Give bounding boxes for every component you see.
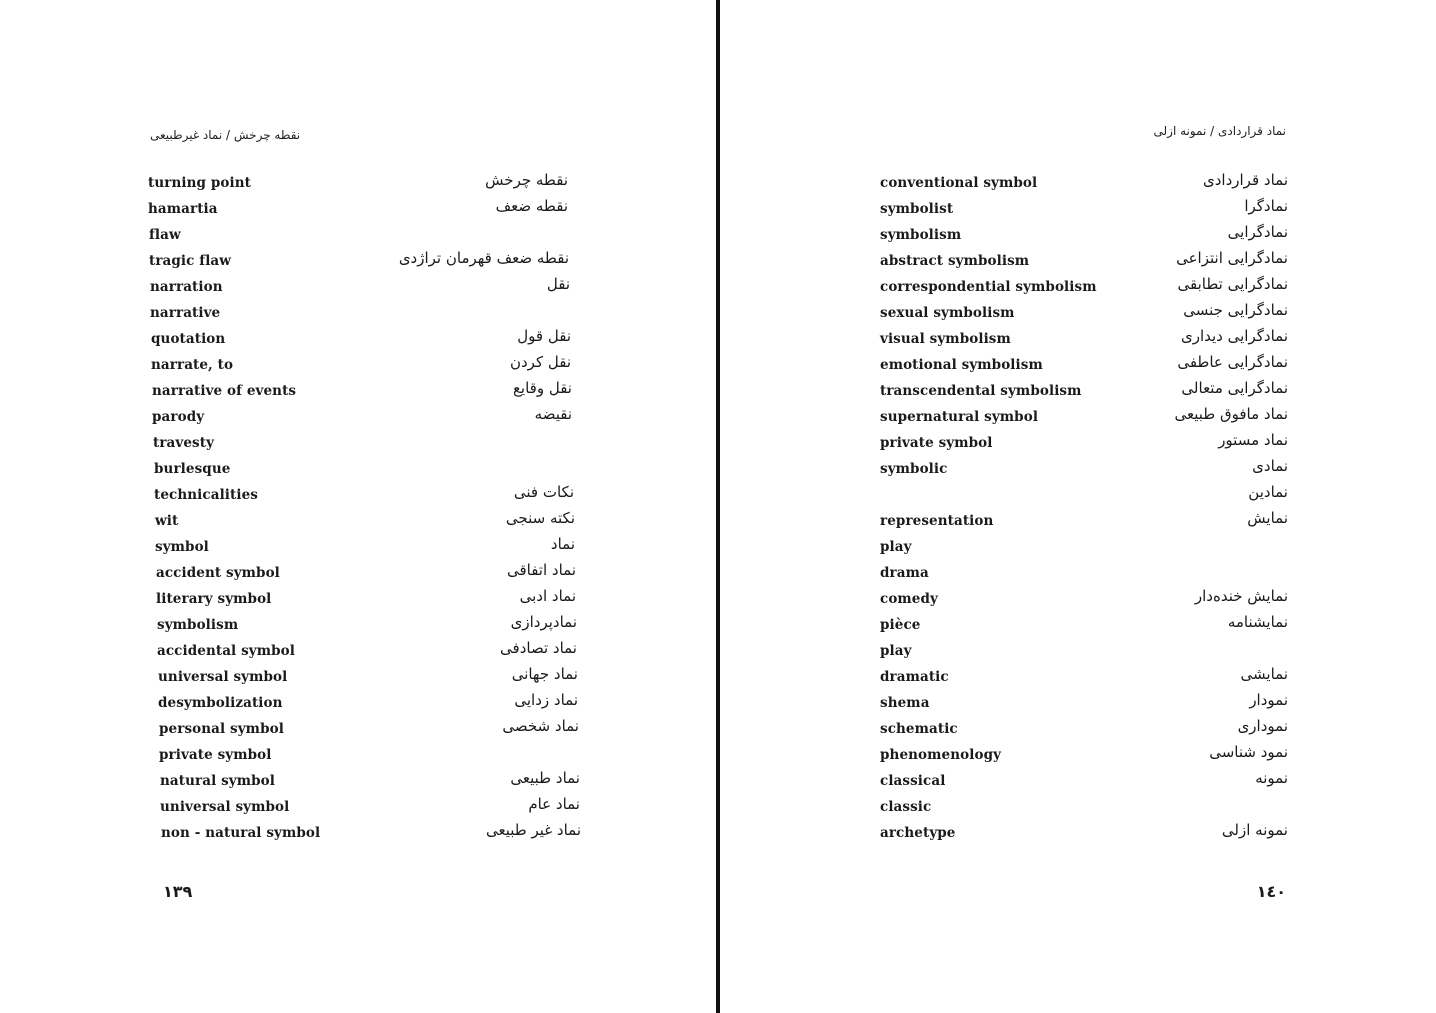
persian-term: نمادگرایی دیداری <box>1180 327 1288 345</box>
persian-term: نقیضه <box>534 405 572 423</box>
persian-term: نموداری <box>1237 717 1288 735</box>
persian-term: نماد عام <box>528 795 580 813</box>
glossary-entry <box>880 378 1288 404</box>
persian-term: نمایش خنده‌دار <box>1194 587 1288 605</box>
persian-term: نمادین <box>1248 483 1288 501</box>
persian-term: نقل <box>546 275 570 293</box>
english-term: transcendental symbolism <box>880 383 1082 399</box>
glossary-entry <box>880 274 1288 300</box>
persian-term: نمادگرایی متعالی <box>1181 379 1288 397</box>
glossary-entry <box>880 794 1288 820</box>
glossary-entry <box>148 664 578 690</box>
glossary-entry <box>148 820 581 846</box>
english-term: symbolism <box>880 227 962 243</box>
glossary-entry <box>880 534 1288 560</box>
glossary-entry <box>880 586 1288 612</box>
persian-term: نقطه چرخش <box>485 171 568 189</box>
english-term: symbol <box>155 539 209 555</box>
persian-term: نمایشنامه <box>1227 613 1288 631</box>
glossary-entry <box>148 768 580 794</box>
english-term: narrate, to <box>151 357 234 373</box>
glossary-entry <box>880 482 1288 508</box>
english-term: parody <box>152 409 205 425</box>
persian-term: نمادگرایی جنسی <box>1183 301 1288 319</box>
glossary-entry <box>880 612 1288 638</box>
persian-term: نمایشی <box>1240 665 1288 683</box>
english-term: classic <box>880 799 932 815</box>
persian-term: نمادگرا <box>1244 197 1288 215</box>
glossary-entry <box>880 248 1288 274</box>
persian-term: نماد قراردادی <box>1203 171 1288 189</box>
persian-term: نمادگرایی انتزاعی <box>1176 249 1288 267</box>
persian-term: نمود شناسی <box>1209 743 1288 761</box>
glossary-entry <box>880 222 1288 248</box>
glossary-entry <box>880 820 1288 846</box>
glossary-entry <box>880 508 1288 534</box>
english-term: technicalities <box>154 487 258 503</box>
english-term: tragic flaw <box>149 253 231 269</box>
persian-term: نمادی <box>1252 457 1288 475</box>
english-term: symbolic <box>880 461 948 477</box>
english-term: private symbol <box>880 435 993 451</box>
persian-term: نقل وقایع <box>512 379 572 397</box>
glossary-entry <box>880 300 1288 326</box>
glossary-entry <box>148 274 568 300</box>
english-term: classical <box>880 773 946 789</box>
english-term: natural symbol <box>160 773 276 789</box>
glossary-entry <box>148 716 579 742</box>
glossary-entry <box>880 664 1288 690</box>
english-term: desymbolization <box>158 695 283 711</box>
glossary-entry <box>880 404 1288 430</box>
persian-term: نکته سنجی <box>505 509 575 527</box>
persian-term: نقطه ضعف <box>495 197 568 215</box>
english-term: phenomenology <box>880 747 1002 763</box>
glossary-entry <box>880 196 1288 222</box>
english-term: turning point <box>148 175 251 191</box>
english-term: private symbol <box>159 747 272 763</box>
english-term: personal symbol <box>159 721 284 737</box>
persian-term: نقطه ضعف قهرمان تراژدی <box>398 249 569 267</box>
glossary-entry <box>148 248 568 274</box>
glossary-entry <box>148 430 568 456</box>
english-term: play <box>880 539 912 555</box>
persian-term: نمادگرایی عاطفی <box>1177 353 1288 371</box>
english-term: flaw <box>149 227 181 243</box>
glossary-entry <box>148 586 576 612</box>
persian-term: نکات فنی <box>513 483 574 501</box>
glossary-entry <box>880 456 1288 482</box>
glossary-entry <box>148 638 577 664</box>
glossary-entry <box>148 196 568 222</box>
english-term: pièce <box>880 617 921 633</box>
persian-term: نماد تصادفی <box>500 639 577 657</box>
english-term: narration <box>150 279 223 295</box>
english-term: literary symbol <box>156 591 272 607</box>
english-term: play <box>880 643 912 659</box>
persian-term: نمودار <box>1249 691 1288 709</box>
glossary-list <box>148 170 581 846</box>
persian-term: نماد اتفاقی <box>506 561 576 579</box>
english-term: non - natural symbol <box>161 825 321 841</box>
persian-term: نماد شخصی <box>502 717 579 735</box>
english-term: schematic <box>880 721 958 737</box>
glossary-entry <box>148 456 568 482</box>
english-term: emotional symbolism <box>880 357 1043 373</box>
persian-term: نمایش <box>1247 509 1288 527</box>
persian-term: نمادگرایی تطابقی <box>1177 275 1288 293</box>
english-term: abstract symbolism <box>880 253 1030 269</box>
english-term: drama <box>880 565 929 581</box>
glossary-entry <box>148 404 572 430</box>
glossary-entry <box>880 716 1288 742</box>
glossary-entry <box>880 742 1288 768</box>
glossary-entry <box>148 222 568 248</box>
english-term: shema <box>880 695 930 711</box>
english-term: representation <box>880 513 994 529</box>
english-term: accidental symbol <box>157 643 295 659</box>
persian-term: نمونه ازلی <box>1221 821 1288 839</box>
persian-term: نمادگرایی <box>1227 223 1288 241</box>
english-term: symbolism <box>157 617 239 633</box>
glossary-entry <box>148 170 568 196</box>
glossary-entry <box>148 794 580 820</box>
english-term: narrative of events <box>152 383 297 399</box>
persian-term: نماد <box>550 535 575 553</box>
glossary-entry <box>880 638 1288 664</box>
glossary-entry <box>148 326 571 352</box>
glossary-entry <box>148 300 568 326</box>
glossary-list <box>880 170 1288 846</box>
book-gutter-divider <box>716 0 720 1013</box>
persian-term: نماد طبیعی <box>510 769 580 787</box>
english-term: narrative <box>150 305 221 321</box>
persian-term: نماد مافوق طبیعی <box>1174 405 1288 423</box>
glossary-entry <box>148 508 575 534</box>
english-term: universal symbol <box>160 799 290 815</box>
english-term: conventional symbol <box>880 175 1038 191</box>
glossary-entry <box>148 560 576 586</box>
english-term: visual symbolism <box>880 331 1011 347</box>
english-term: quotation <box>151 331 226 347</box>
glossary-entry <box>880 326 1288 352</box>
glossary-entry <box>148 742 568 768</box>
english-term: burlesque <box>154 461 231 477</box>
english-term: sexual symbolism <box>880 305 1015 321</box>
english-term: symbolist <box>880 201 954 217</box>
glossary-entry <box>880 768 1288 794</box>
english-term: supernatural symbol <box>880 409 1039 425</box>
glossary-entry <box>148 534 575 560</box>
persian-term: نماد غیر طبیعی <box>485 821 581 839</box>
glossary-entry <box>148 378 572 404</box>
persian-term: نماد مستور <box>1218 431 1288 449</box>
page-number: ۱٤۰ <box>1256 882 1286 901</box>
persian-term: نماد ادبی <box>519 587 576 605</box>
glossary-entry <box>148 690 578 716</box>
persian-term: نقل کردن <box>509 353 571 371</box>
english-term: travesty <box>153 435 215 451</box>
english-term: universal symbol <box>158 669 288 685</box>
right-page <box>721 0 1436 1013</box>
persian-term: نمونه <box>1255 769 1288 787</box>
persian-term: نماد زدایی <box>514 691 578 709</box>
english-term: dramatic <box>880 669 949 685</box>
glossary-entry <box>880 690 1288 716</box>
english-term: accident symbol <box>156 565 280 581</box>
english-term: archetype <box>880 825 956 841</box>
persian-term: نمادپردازی <box>510 613 577 631</box>
glossary-entry <box>880 430 1288 456</box>
left-page <box>0 0 716 1013</box>
page-number: ۱۳۹ <box>163 882 193 901</box>
persian-term: نماد جهانی <box>511 665 578 683</box>
glossary-entry <box>880 352 1288 378</box>
glossary-entry <box>880 560 1288 586</box>
glossary-entry <box>880 170 1288 196</box>
english-term: comedy <box>880 591 938 607</box>
english-term: hamartia <box>148 201 218 217</box>
glossary-entry <box>148 612 577 638</box>
glossary-entry <box>148 482 574 508</box>
persian-term: نقل قول <box>517 327 571 345</box>
running-head: نقطه چرخش / نماد غیرطبیعی <box>150 128 301 142</box>
english-term: wit <box>155 513 179 529</box>
running-head: نماد قراردادی / نمونه ازلی <box>1153 124 1286 138</box>
english-term: correspondential symbolism <box>880 279 1097 295</box>
glossary-entry <box>148 352 571 378</box>
